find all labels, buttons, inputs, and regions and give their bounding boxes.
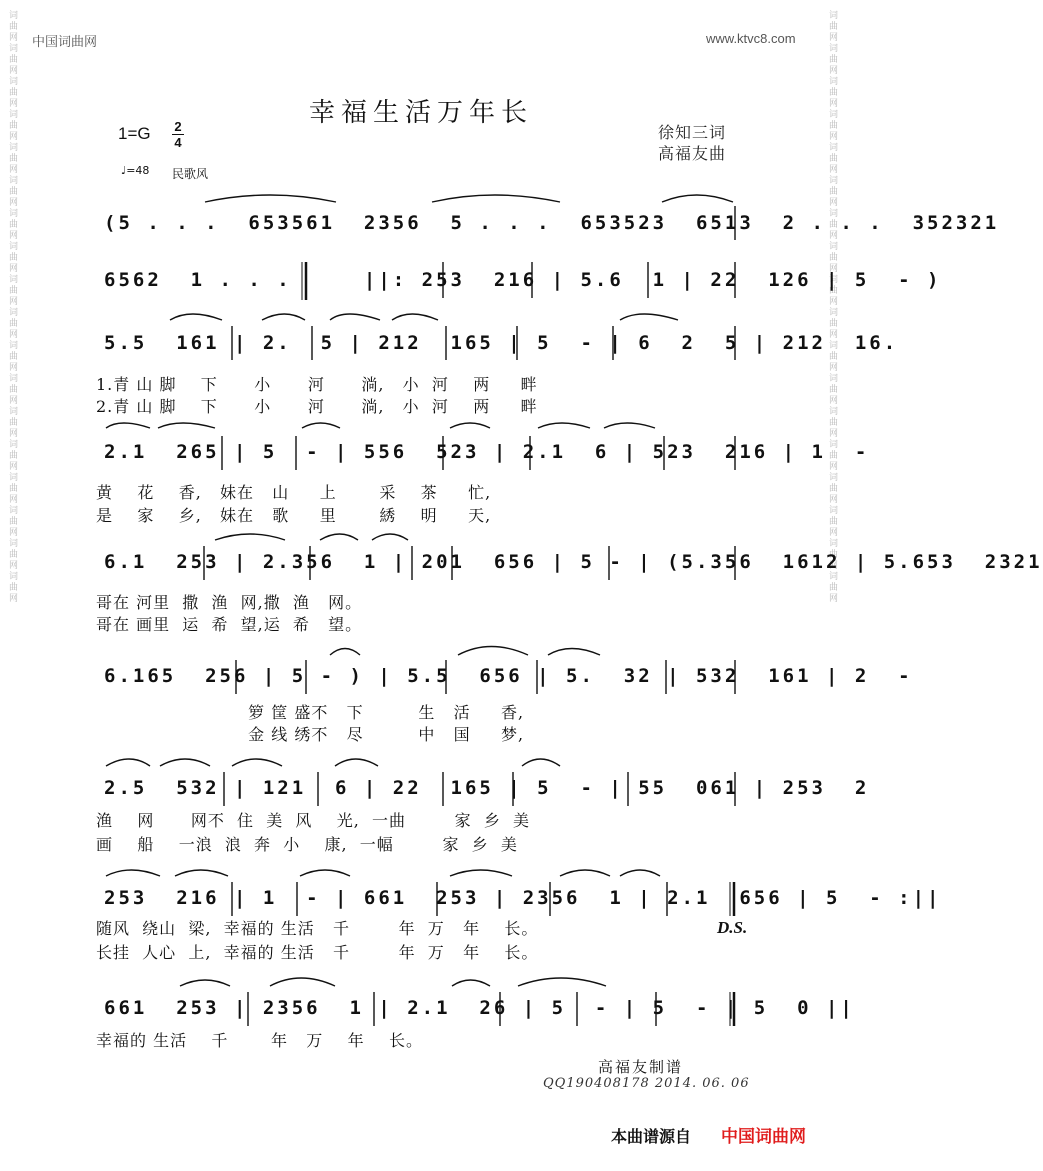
watermark-right: 词曲网词曲网词曲网词曲网词曲网词曲网词曲网词曲网词曲网词曲网词曲网词曲网词曲网词曲网词曲网词曲网词曲网词曲网	[827, 10, 837, 604]
score-row-5: 6.1 253 | 2.356 1 | 201 656 | 5 - | (5.356 1612 | 5.653 2321	[104, 551, 1043, 573]
lyric-line: 哥在 河里 撒 渔 网,撒 渔 网。	[96, 593, 363, 612]
site-name-left: 中国词曲网	[32, 35, 98, 50]
lyric-line: 随风 绕山 梁, 幸福的 生活 千 年 万 年 长。	[96, 919, 539, 938]
maker-contact-date: QQ190408178 2014. 06. 06	[543, 1076, 750, 1091]
score-row-7: 2.5 532 | 121 6 | 22 165 | 5 - | 55 061 | 253 2	[104, 777, 870, 799]
site-url-right[interactable]: www.ktvc8.com	[706, 31, 796, 46]
time-top: 2	[174, 119, 182, 134]
score-row-6: 6.165 256 | 5 - ) | 5.5 656 | 5. 32 | 532 161 | 2 -	[104, 665, 913, 687]
lyric-line: 金 线 绣不 尽 中 国 梦,	[96, 725, 525, 744]
composer: 高福友曲	[658, 144, 727, 163]
score-row-4: 2.1 265 | 5 - | 556 523 | 2.1 6 | 523 216 | 1 -	[104, 441, 870, 463]
song-title: 幸福生活万年长	[308, 98, 533, 128]
lyricist: 徐知三词	[658, 123, 727, 142]
score-maker: 高福友制谱	[598, 1058, 684, 1076]
source-label: 本曲谱源自	[611, 1127, 692, 1146]
lyric-line: 是 家 乡, 妹在 歌 里 綉 明 天,	[96, 506, 492, 525]
lyric-line: 黄 花 香, 妹在 山 上 采 茶 忙,	[96, 483, 492, 502]
score-row-3: 5.5 161 | 2. 5 | 212 165 | 5 - | 6 2 5 | 212 16.	[104, 332, 899, 354]
lyric-line: 幸福的 生活 千 年 万 年 长。	[96, 1031, 423, 1050]
time-bottom: 4	[174, 135, 182, 150]
score-row-9: 661 253 | 2356 1 | 2.1 26 | 5 - | 5 - | 5 0 ||	[104, 997, 855, 1019]
score-row-8: 253 216 | 1 - | 661 253 | 2356 1 | 2.1 656 | 5 - :||	[104, 887, 942, 909]
lyric-line: 画 船 一浪 浪 奔 小 康, 一幅 家 乡 美	[96, 835, 518, 854]
key-signature: 1=G	[118, 124, 151, 143]
style-mark: 民歌风	[172, 167, 209, 181]
lyric-line: 哥在 画里 运 希 望,运 希 望。	[96, 615, 363, 634]
watermark-left: 词曲网词曲网词曲网词曲网词曲网词曲网词曲网词曲网词曲网词曲网词曲网词曲网词曲网词曲网词曲网词曲网词曲网词曲网	[7, 10, 17, 604]
dal-segno-mark: D.S.	[717, 918, 748, 937]
score-row-1: (5 . . . 653561 2356 5 . . . 653523 6513 2 . . . 352321	[104, 212, 1000, 234]
lyric-line: 1.青 山 脚 下 小 河 淌, 小 河 两 畔	[96, 375, 538, 394]
source-link[interactable]: 中国词曲网	[721, 1127, 806, 1147]
lyric-line: 箩 筐 盛不 下 生 活 香,	[96, 703, 525, 722]
lyric-line: 长挂 人心 上, 幸福的 生活 千 年 万 年 长。	[96, 943, 539, 962]
lyric-line: 渔 网 网不 住 美 风 光, 一曲 家 乡 美	[96, 811, 531, 830]
lyric-line: 2.青 山 脚 下 小 河 淌, 小 河 两 畔	[96, 397, 538, 416]
score-row-2: 6562 1 . . . ||: 253 216 | 5.6 1 | 22 126 | 5 - )	[104, 269, 942, 291]
tempo-mark: ♩=48	[121, 164, 150, 177]
